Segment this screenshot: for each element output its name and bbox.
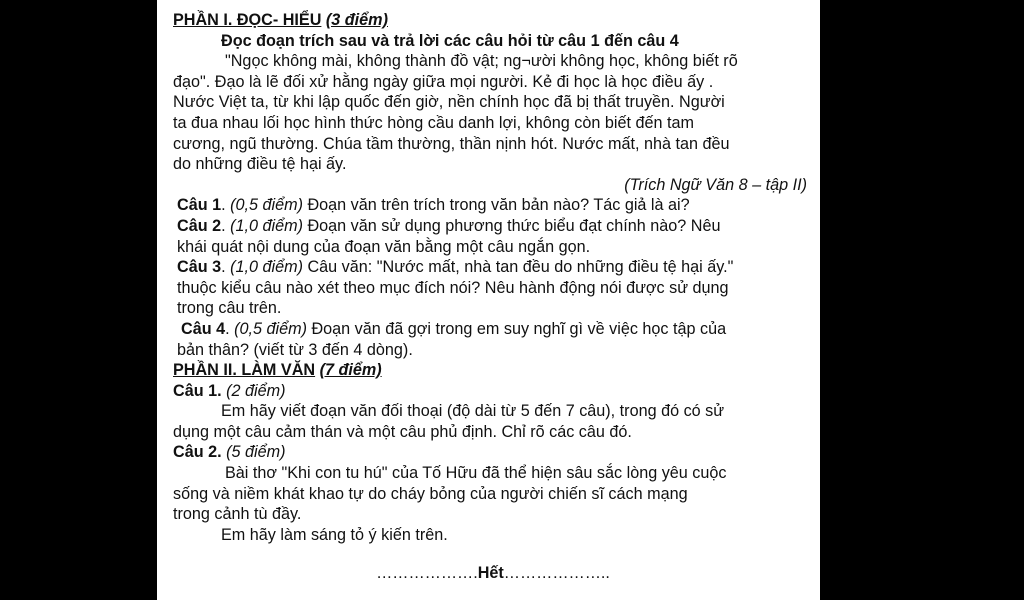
question-text: Đoạn văn đã gợi trong em suy nghĩ gì về việc học tập của <box>311 319 727 338</box>
question-text: Em hãy làm sáng tỏ ý kiến trên. <box>221 525 448 544</box>
essay-question-2 <box>173 442 813 545</box>
essay-question-1 <box>173 381 813 443</box>
question-points: (5 điểm) <box>226 443 286 462</box>
end-dots-left: ………………. <box>376 564 478 583</box>
question-text: Đoạn văn sử dụng phương thức biểu đạt chính nào? Nêu <box>307 216 721 235</box>
passage-line: cương, ngũ thường. Chúa tầm thường, thần nịnh hót. Nước mất, nhà tan đều <box>173 134 730 153</box>
document-page <box>157 0 820 600</box>
part2-heading <box>173 360 813 381</box>
question-label: Câu 1 <box>177 196 222 215</box>
question-1: Câu 1. (0,5 điểm) Đoạn văn trên trích trong văn bản nào? Tác giả là ai? <box>177 196 690 215</box>
part2-title: PHẦN II. LÀM VĂN <box>173 361 316 380</box>
question-points: (1,0 điểm) <box>230 216 303 235</box>
question-label: Câu 4 <box>181 319 226 338</box>
question-text: trong cảnh tù đầy. <box>173 505 302 524</box>
end-dots-right: ……………….. <box>503 564 610 583</box>
question-label: Câu 3 <box>177 258 222 277</box>
reading-passage <box>173 51 813 175</box>
part1-points: (3 điểm) <box>325 11 388 29</box>
question-points: (2 điểm) <box>226 381 286 400</box>
question-label: Câu 1. <box>173 381 222 400</box>
end-label: Hết <box>477 564 504 583</box>
question-text: thuộc kiểu câu nào xét theo mục đích nói? Nêu hành động nói được sử dụng <box>177 278 729 297</box>
question-text: Câu văn: "Nước mất, nhà tan đều do những điều tệ hại ấy." <box>307 258 734 277</box>
question-text: dụng một câu cảm thán và một câu phủ định. Chỉ rõ các câu đó. <box>173 422 632 441</box>
question-points: (1,0 điểm) <box>230 258 303 277</box>
question-text: khái quát nội dung của đoạn văn bằng một câu ngắn gọn. <box>177 237 591 256</box>
question-points: (0,5 điểm) <box>230 196 303 215</box>
question-text: bản thân? (viết từ 3 đến 4 dòng). <box>177 340 413 359</box>
part1-title: PHẦN I. ĐỌC- HIỂU <box>173 11 322 29</box>
passage-line: do những điều tệ hại ấy. <box>173 155 347 174</box>
question-label: Câu 2. <box>173 443 222 462</box>
question-points: (0,5 điểm) <box>234 319 307 338</box>
question-text: Bài thơ "Khi con tu hú" của Tố Hữu đã thể hiện sâu sắc lòng yêu cuộc <box>225 464 727 483</box>
question-label: Câu 2 <box>177 216 222 235</box>
part1-heading <box>173 10 813 31</box>
passage-line: "Ngọc không mài, không thành đồ vật; ng¬ười không học, không biết rõ <box>225 52 738 71</box>
passage-line: đạo". Đạo là lẽ đối xử hằng ngày giữa mọi người. Kẻ đi học là học điều ấy . <box>173 72 714 91</box>
reading-instruction: Đọc đoạn trích sau và trả lời các câu hỏi từ câu 1 đến câu 4 <box>221 31 679 50</box>
passage-line: ta đua nhau lối học hình thức hòng cầu danh lợi, không còn biết đến tam <box>173 113 694 132</box>
part2-points: (7 điểm) <box>319 361 382 380</box>
passage-line: Nước Việt ta, từ khi lập quốc đến giờ, nền chính học đã bị thất truyền. Người <box>173 93 725 112</box>
question-text: Em hãy viết đoạn văn đối thoại (độ dài từ 5 đến 7 câu), trong đó có sử <box>221 402 725 421</box>
question-text: Đoạn văn trên trích trong văn bản nào? Tác giả là ai? <box>307 196 690 215</box>
passage-source: (Trích Ngữ Văn 8 – tập II) <box>624 175 807 194</box>
question-3: Câu 3. (1,0 điểm) Câu văn: "Nước mất, nhà tan đều do những điều tệ hại ấy." thuộc kiểu câu nào xét theo mục đích nói? Nêu hành động nói được sử dụng trong câu trên. <box>173 257 813 319</box>
end-marker <box>173 563 813 584</box>
exam-text <box>173 10 813 584</box>
question-2: Câu 2. (1,0 điểm) Đoạn văn sử dụng phương thức biểu đạt chính nào? Nêu khái quát nội dung của đoạn văn bằng một câu ngắn gọn. <box>173 216 813 257</box>
question-text: sống và niềm khát khao tự do cháy bỏng của người chiến sĩ cách mạng <box>173 484 688 503</box>
question-text: trong câu trên. <box>177 299 282 318</box>
question-4: Câu 4. (0,5 điểm) Đoạn văn đã gợi trong em suy nghĩ gì về việc học tập của bản thân? (viết từ 3 đến 4 dòng). <box>173 319 813 360</box>
